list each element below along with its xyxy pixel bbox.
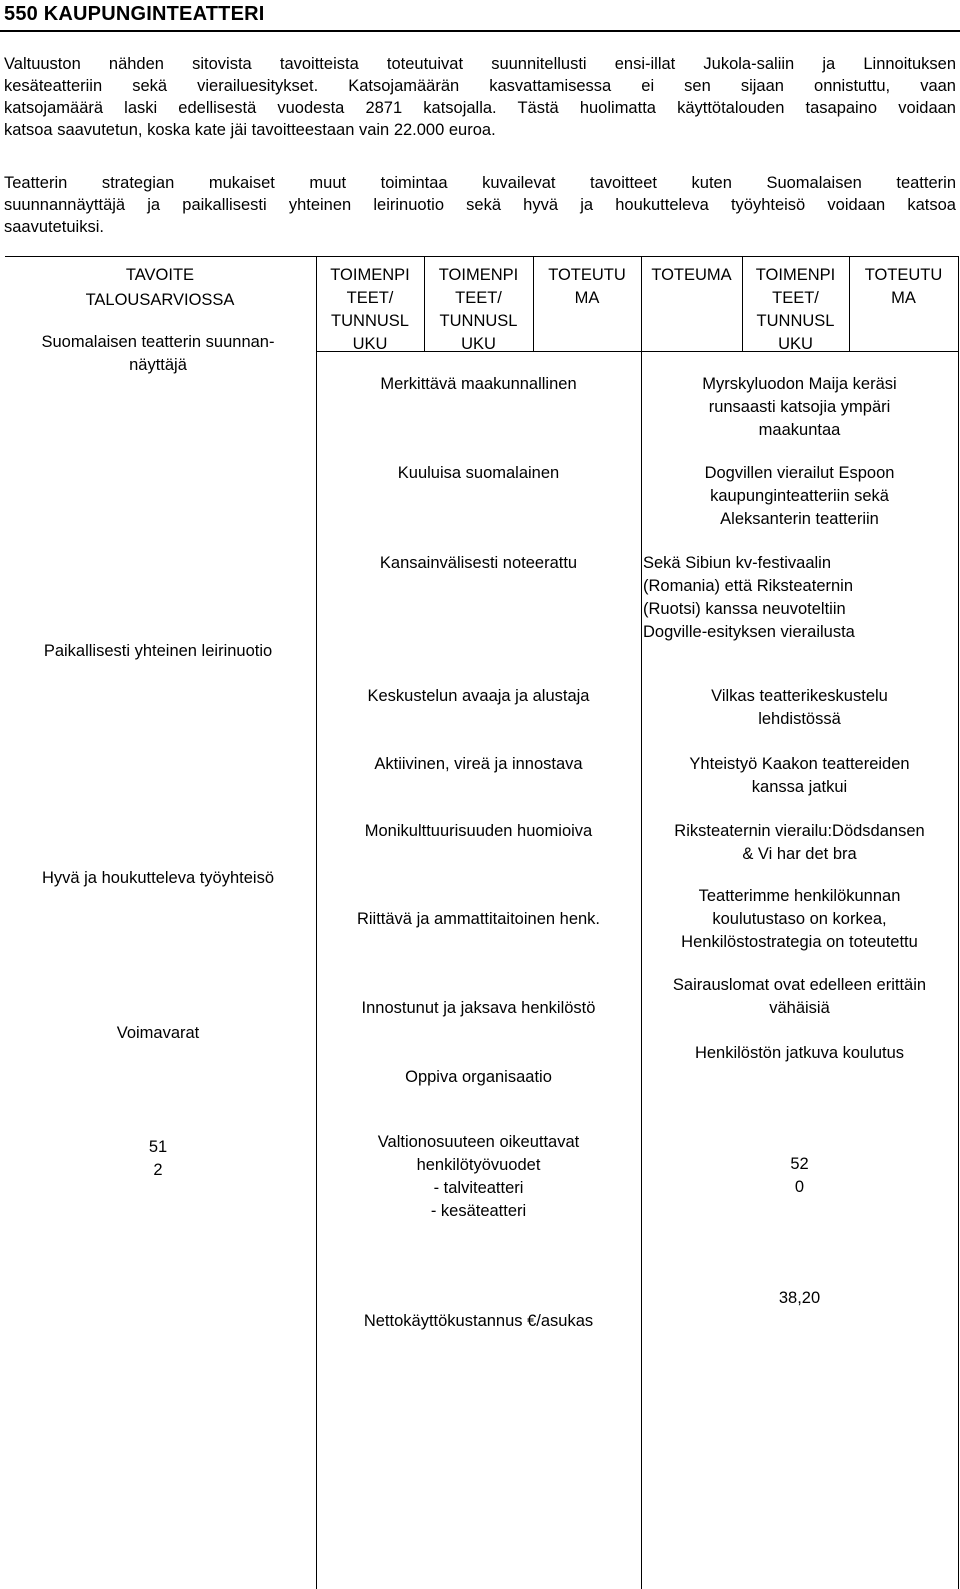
- text-line: saavutetuiksi.: [4, 218, 104, 236]
- table-top-border: [5, 256, 958, 257]
- goal-cell: 51 2: [148, 1138, 168, 1179]
- outcome-cell: 38,20: [778, 1289, 821, 1307]
- outcome-cell: Sekä Sibiun kv-festivaalin (Romania) että Riksteaternin (Ruotsi) kanssa neuvoteltiin Dogville-esityksen vierailusta: [643, 554, 855, 641]
- goal-cell: Paikallisesti yhteinen leirinuotio: [43, 642, 273, 660]
- text-line: katsoa saavutetun, koska kate jäi tavoitteestaan vain 22.000 euroa.: [4, 121, 496, 139]
- measure-cell: Nettokäyttökustannus €/asukas: [363, 1312, 594, 1330]
- header-indicator-2: TOIMENPI TEET/ TUNNUSL UKU: [438, 266, 519, 353]
- column-border: [958, 256, 959, 1589]
- measure-cell: Valtionosuuteen oikeuttavat henkilötyövuodet - talviteatteri - kesäteatteri: [377, 1133, 580, 1220]
- goal-cell: Suomalaisen teatterin suunnan- näyttäjä: [41, 333, 275, 374]
- header-realized-2: TOTEUMA: [651, 266, 732, 284]
- measure-cell: Merkittävä maakunnallinen: [380, 375, 577, 393]
- measure-cell: Kuuluisa suomalainen: [397, 464, 560, 482]
- header-indicator-1: TOIMENPI TEET/ TUNNUSL UKU: [330, 266, 410, 353]
- measure-cell: Oppiva organisaatio: [405, 1068, 552, 1086]
- outcome-cell: Teatterimme henkilökunnan koulutustaso on korkea, Henkilöstostrategia on toteutettu: [681, 887, 918, 951]
- text-line: suunnannäyttäjä ja paikallisesti yhteinen leirinuotio sekä hyvä ja houkutteleva työyhteisö voidaan katsoa: [4, 196, 956, 214]
- measure-cell: Kansainvälisesti noteerattu: [379, 554, 578, 572]
- goal-cell: Voimavarat: [116, 1024, 200, 1042]
- header-indicator-3: TOIMENPI TEET/ TUNNUSL UKU: [755, 266, 836, 353]
- text-line: Teatterin strategian mukaiset muut toimintaa kuvailevat tavoitteet kuten Suomalaisen teatterin: [4, 174, 956, 192]
- goal-cell: Hyvä ja houkutteleva työyhteisö: [41, 869, 275, 887]
- header-realized-1: TOTEUTU MA: [548, 266, 626, 307]
- measure-cell: Monikulttuurisuuden huomioiva: [364, 822, 593, 840]
- measure-cell: Riittävä ja ammattitaitoinen henk.: [356, 910, 601, 928]
- outcome-cell: Yhteistyö Kaakon teattereiden kanssa jatkui: [689, 755, 910, 796]
- header-goal: TAVOITE TALOUSARVIOSSA: [85, 266, 235, 309]
- strategy-paragraph: [4, 172, 956, 238]
- outcome-cell: Dogvillen vierailut Espoon kaupunginteatteriin sekä Aleksanterin teatteriin: [704, 464, 895, 528]
- measure-cell: Aktiivinen, vireä ja innostava: [374, 755, 583, 773]
- section-header-bar: [0, 0, 960, 32]
- outcome-cell: Sairauslomat ovat edelleen erittäin vähäisiä: [672, 976, 927, 1017]
- intro-paragraph: [4, 53, 956, 141]
- measure-cell: Innostunut ja jaksava henkilöstö: [361, 999, 596, 1017]
- goals-table: [0, 256, 960, 1589]
- outcome-cell: 52 0: [790, 1155, 809, 1196]
- outcome-cell: Myrskyluodon Maija keräsi runsaasti katsojia ympäri maakuntaa: [702, 375, 897, 439]
- text-line: kesäteatteriin sekä vierailuesitykset. Katsojamäärän kasvattamisessa ei sen sijaan onnistuttu, vaan: [4, 77, 956, 95]
- outcome-cell: Vilkas teatterikeskustelu lehdistössä: [711, 687, 888, 728]
- outcome-cell: Henkilöstön jatkuva koulutus: [694, 1044, 905, 1062]
- text-line: Valtuuston nähden sitovista tavoitteista toteutuivat suunnitellusti ensi-illat Jukola-saliin ja Linnoituksen: [4, 55, 956, 73]
- page-title: 550 KAUPUNGINTEATTERI: [4, 3, 265, 25]
- header-realized-3: TOTEUTU MA: [864, 266, 943, 307]
- measure-cell: Keskustelun avaaja ja alustaja: [367, 687, 590, 705]
- outcome-cell: Riksteaternin vierailu:Dödsdansen & Vi har det bra: [674, 822, 925, 863]
- text-line: katsojamäärä laski edellisestä vuodesta 2871 katsojalla. Tästä huolimatta käyttötalouden tasapaino voidaan: [4, 99, 956, 117]
